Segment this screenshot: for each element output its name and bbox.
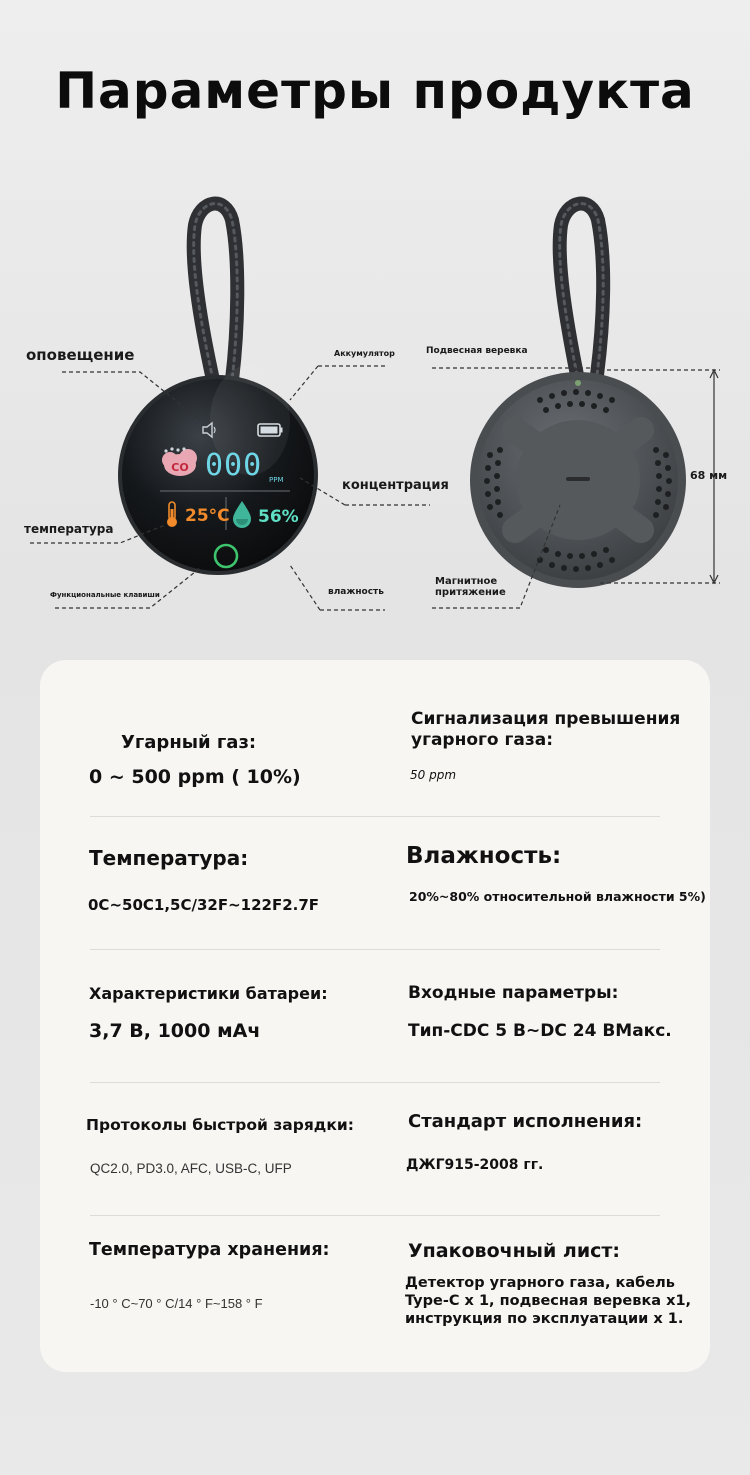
co-reading: 000 bbox=[205, 448, 263, 483]
spec-title-storage: Температура хранения: bbox=[89, 1240, 330, 1260]
spec-title-co-alarm: Сигнализация превышения угарного газа: bbox=[411, 709, 681, 750]
divider bbox=[90, 1215, 660, 1216]
spec-title-battery: Характеристики батареи: bbox=[89, 984, 328, 1003]
label-battery: Аккумулятор bbox=[334, 349, 395, 358]
spec-value-co: 0 ~ 500 ppm ( 10%) bbox=[89, 766, 301, 788]
spec-value-co-alarm: 50 ppm bbox=[410, 768, 457, 782]
spec-value-temperature: 0C~50C1,5C/32F~122F2.7F bbox=[88, 896, 320, 914]
spec-value-package: Детектор угарного газа, кабель Type-C x 1, подвесная веревка x1, инструкция по эксплуатации x 1. bbox=[405, 1275, 692, 1327]
label-concentration: концентрация bbox=[342, 478, 449, 493]
spec-value-fast-charge: QC2.0, PD3.0, AFC, USB-C, UFP bbox=[90, 1161, 292, 1176]
temperature-reading: 25°C bbox=[185, 506, 230, 526]
spec-title-standard: Стандарт исполнения: bbox=[408, 1111, 643, 1132]
humidity-reading: 56% bbox=[258, 507, 299, 527]
spec-title-package: Упаковочный лист: bbox=[408, 1240, 621, 1262]
spec-value-humidity: 20%~80% относительной влажности 5%) bbox=[409, 889, 706, 904]
spec-value-battery: 3,7 В, 1000 мАч bbox=[89, 1020, 261, 1042]
spec-value-storage: -10 ° C~70 ° C/14 ° F~158 ° F bbox=[90, 1296, 263, 1311]
label-rope: Подвесная веревка bbox=[426, 346, 528, 356]
ppm-unit: PPM bbox=[269, 476, 284, 484]
divider bbox=[90, 1082, 660, 1083]
spec-value-input: Тип-CDC 5 В~DC 24 ВМакс. bbox=[408, 1021, 672, 1041]
divider bbox=[90, 949, 660, 950]
label-alert: оповещение bbox=[26, 346, 135, 364]
label-temperature: температура bbox=[24, 522, 114, 536]
product-illustration bbox=[0, 0, 750, 640]
gas-badge: CO bbox=[171, 461, 189, 474]
front-rope bbox=[194, 204, 238, 380]
spec-title-co: Угарный газ: bbox=[121, 732, 257, 753]
label-function-keys: Функциональные клавиши bbox=[50, 591, 160, 599]
divider bbox=[90, 816, 660, 817]
spec-value-standard: ДЖГ915-2008 гг. bbox=[406, 1157, 544, 1173]
label-size: 68 мм bbox=[690, 469, 728, 482]
label-humidity: влажность bbox=[328, 587, 384, 597]
label-magnet: Магнитное притяжение bbox=[435, 576, 506, 598]
spec-title-fast-charge: Протоколы быстрой зарядки: bbox=[86, 1116, 354, 1134]
spec-title-temperature: Температура: bbox=[89, 846, 249, 870]
spec-title-humidity: Влажность: bbox=[406, 843, 562, 869]
page-title: Параметры продукта bbox=[55, 62, 695, 120]
spec-title-input: Входные параметры: bbox=[408, 983, 619, 1003]
specs-card bbox=[40, 660, 710, 1372]
back-rope bbox=[560, 204, 604, 375]
